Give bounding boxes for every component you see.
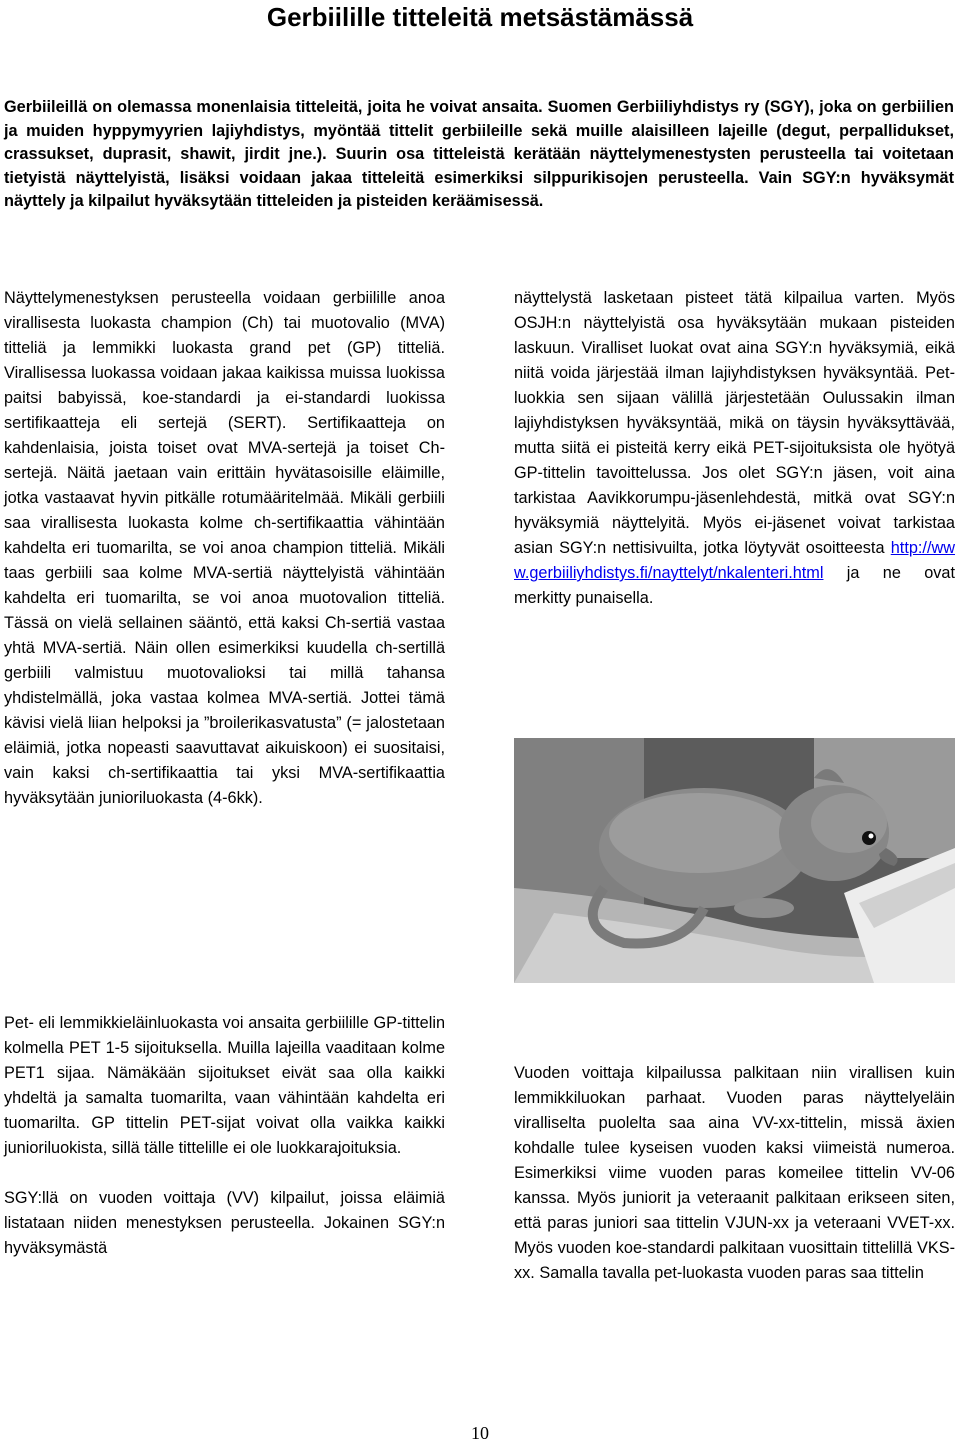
gerbil-photo bbox=[514, 738, 955, 983]
right-paragraph-1-text: näyttelystä lasketaan pisteet tätä kilpailua varten. Myös OSJH:n näyttelyistä osa hyväksytään mukaan pisteiden laskuun. Viralliset luokat ovat aina SGY:n hyväksymiä, eikä niitä voida järjestää ilman lajiyhdistyksen hyväksyntää. Pet-luokkia sen sijaan välillä järjestetään Oulussakin ilman lajiyhdistyksen hyväksyntää, mikä on täysin hyväksyttävää, mutta siitä ei pisteitä kerry eikä PET-sijoituksista ole hyötyä GP-tittelin tavoittelussa. Jos olet SGY:n jäsen, voit aina tarkistaa Aavikkorumpu-jäsenlehdestä, mitkä ovat SGY:n hyväksymiä näyttelyitä. Myös ei-jäsenet voivat tarkistaa asian SGY:n nettisivuilta, jotka löytyvät osoitteesta bbox=[514, 289, 955, 557]
left-paragraph-2: Pet- eli lemmikkieläinluokasta voi ansaita gerbiilille GP-tittelin kolmella PET 1-5 sijoituksella. Muilla lajeilla vaaditaan kolme PET1 sijaa. Nämäkään sijoitukset eivät saa olla kaikki yhdeltä ja samalta tuomarilta, vaan vähintään kahdelta eri tuomarilta. GP tittelin PET-sijat voivat olla vaikka kaikki junioriluokista, sillä tälle tittelille ei ole luokkarajoituksia. bbox=[4, 1014, 445, 1157]
page-number: 10 bbox=[471, 1423, 489, 1443]
left-column bbox=[4, 286, 445, 811]
left-paragraph-1: Näyttelymenestyksen perusteella voidaan gerbiilille anoa virallisesta luokasta champion (Ch) tai muotovalio (MVA) titteliä ja lemmikki luokasta grand pet (GP) titteliä. Virallisessa luokassa voidaan jakaa kaikissa muissa luokissa paitsi babyissä, koe-standardi ja ei-standardi luokissa sertifikaatteja eli sertejä (SERT). Sertifikaatteja on kahdenlaisia, joista toiset ovat MVA-sertejä ja toiset Ch-sertejä. Näitä jaetaan vain erittäin hyvätasoisille eläimille, jotka vastaavat hyvin pitkälle rotumääritelmää. Mikäli gerbiili saa virallisesta luokasta kolme ch-sertifikaattia vähintään kahdelta eri tuomarilta, se voi anoa champion titteliä. Mikäli taas gerbiili saa kolme MVA-sertiä näyttelyistä vähintään kahdelta eri tuomarilta, se voi anoa muotovalion titteliä. Tässä on vielä sellainen sääntö, että kaksi Ch-sertiä vastaa yhtä MVA-sertiä. Näin ollen esimerkiksi kuudella ch-sertillä gerbiili valmistuu muotovalioksi tai millä tahansa yhdistelmällä, joka vastaa kolmea MVA-sertiä. Jottei tämä kävisi vielä liian helpoksi ja ”broilerikasvatusta” (= jalostetaan eläimiä, jotka nopeasti saavuttavat aikuiskoon) ei suositaisi, vain kaksi ch-sertifikaattia tai yksi MVA-sertifikaattia hyväksytään junioriluokasta (4-6kk). bbox=[4, 289, 445, 807]
intro-paragraph: Gerbiileillä on olemassa monenlaisia titteleitä, joita he voivat ansaita. Suomen Gerbiiliyhdistys ry (SGY), joka on gerbiilien ja muiden hyppymyyrien lajiyhdistys, myöntää tittelit gerbiileille sekä muille alaisilleen lajeille (degut, perpallidukset, crassukset, duprasit, shawit, jirdit jne.). Suurin osa titteleistä kerätään näyttelymenestysten perusteella tai voitetaan tietyistä näyttelyistä, lisäksi voidaan jakaa titteleitä esimerkiksi silppurikisojen perusteella. Vain SGY:n hyväksymät näyttely ja kilpailut hyväksytään titteleiden ja pisteiden keräämisessä. bbox=[4, 98, 954, 211]
right-column bbox=[514, 286, 955, 611]
left-paragraph-3: SGY:llä on vuoden voittaja (VV) kilpailut, joissa eläimiä listataan niiden menestyksen perusteella. Jokainen SGY:n hyväksymästä bbox=[4, 1189, 445, 1257]
right-paragraph-1 bbox=[514, 286, 955, 611]
right-column-lower bbox=[514, 1061, 955, 1286]
left-column-lower bbox=[4, 1011, 445, 1261]
right-paragraph-2: Vuoden voittaja kilpailussa palkitaan niin virallisen kuin lemmikkiluokan parhaat. Vuoden paras näyttelyeläin viralliselta puolelta saa aina VV-xx-tittelin, missä äxien kohdalle tulee kyseisen vuoden kaksi viimeistä numeroa. Esimerkiksi viime vuoden paras komeilee tittelin VV-06 kanssa. Myös juniorit ja veteraanit palkitaan erikseen siten, että paras juniori saa tittelin VJUN-xx ja veteraani VVET-xx. Myös vuoden koe-standardi palkitaan vuosittain tittelillä VKS-xx. Samalla tavalla pet-luokasta vuoden paras saa tittelin bbox=[514, 1064, 955, 1282]
nayttelykalenteri-link[interactable]: http://www.gerbiiliyhdistys.fi/nayttelyt/nkalenteri.html bbox=[514, 539, 955, 582]
page-title: Gerbiilille titteleitä metsästämässä bbox=[266, 2, 694, 32]
right-paragraph-1-end: ja ne ovat merkitty punaisella. bbox=[514, 564, 955, 607]
gerbil-on-hand-image bbox=[514, 738, 955, 983]
